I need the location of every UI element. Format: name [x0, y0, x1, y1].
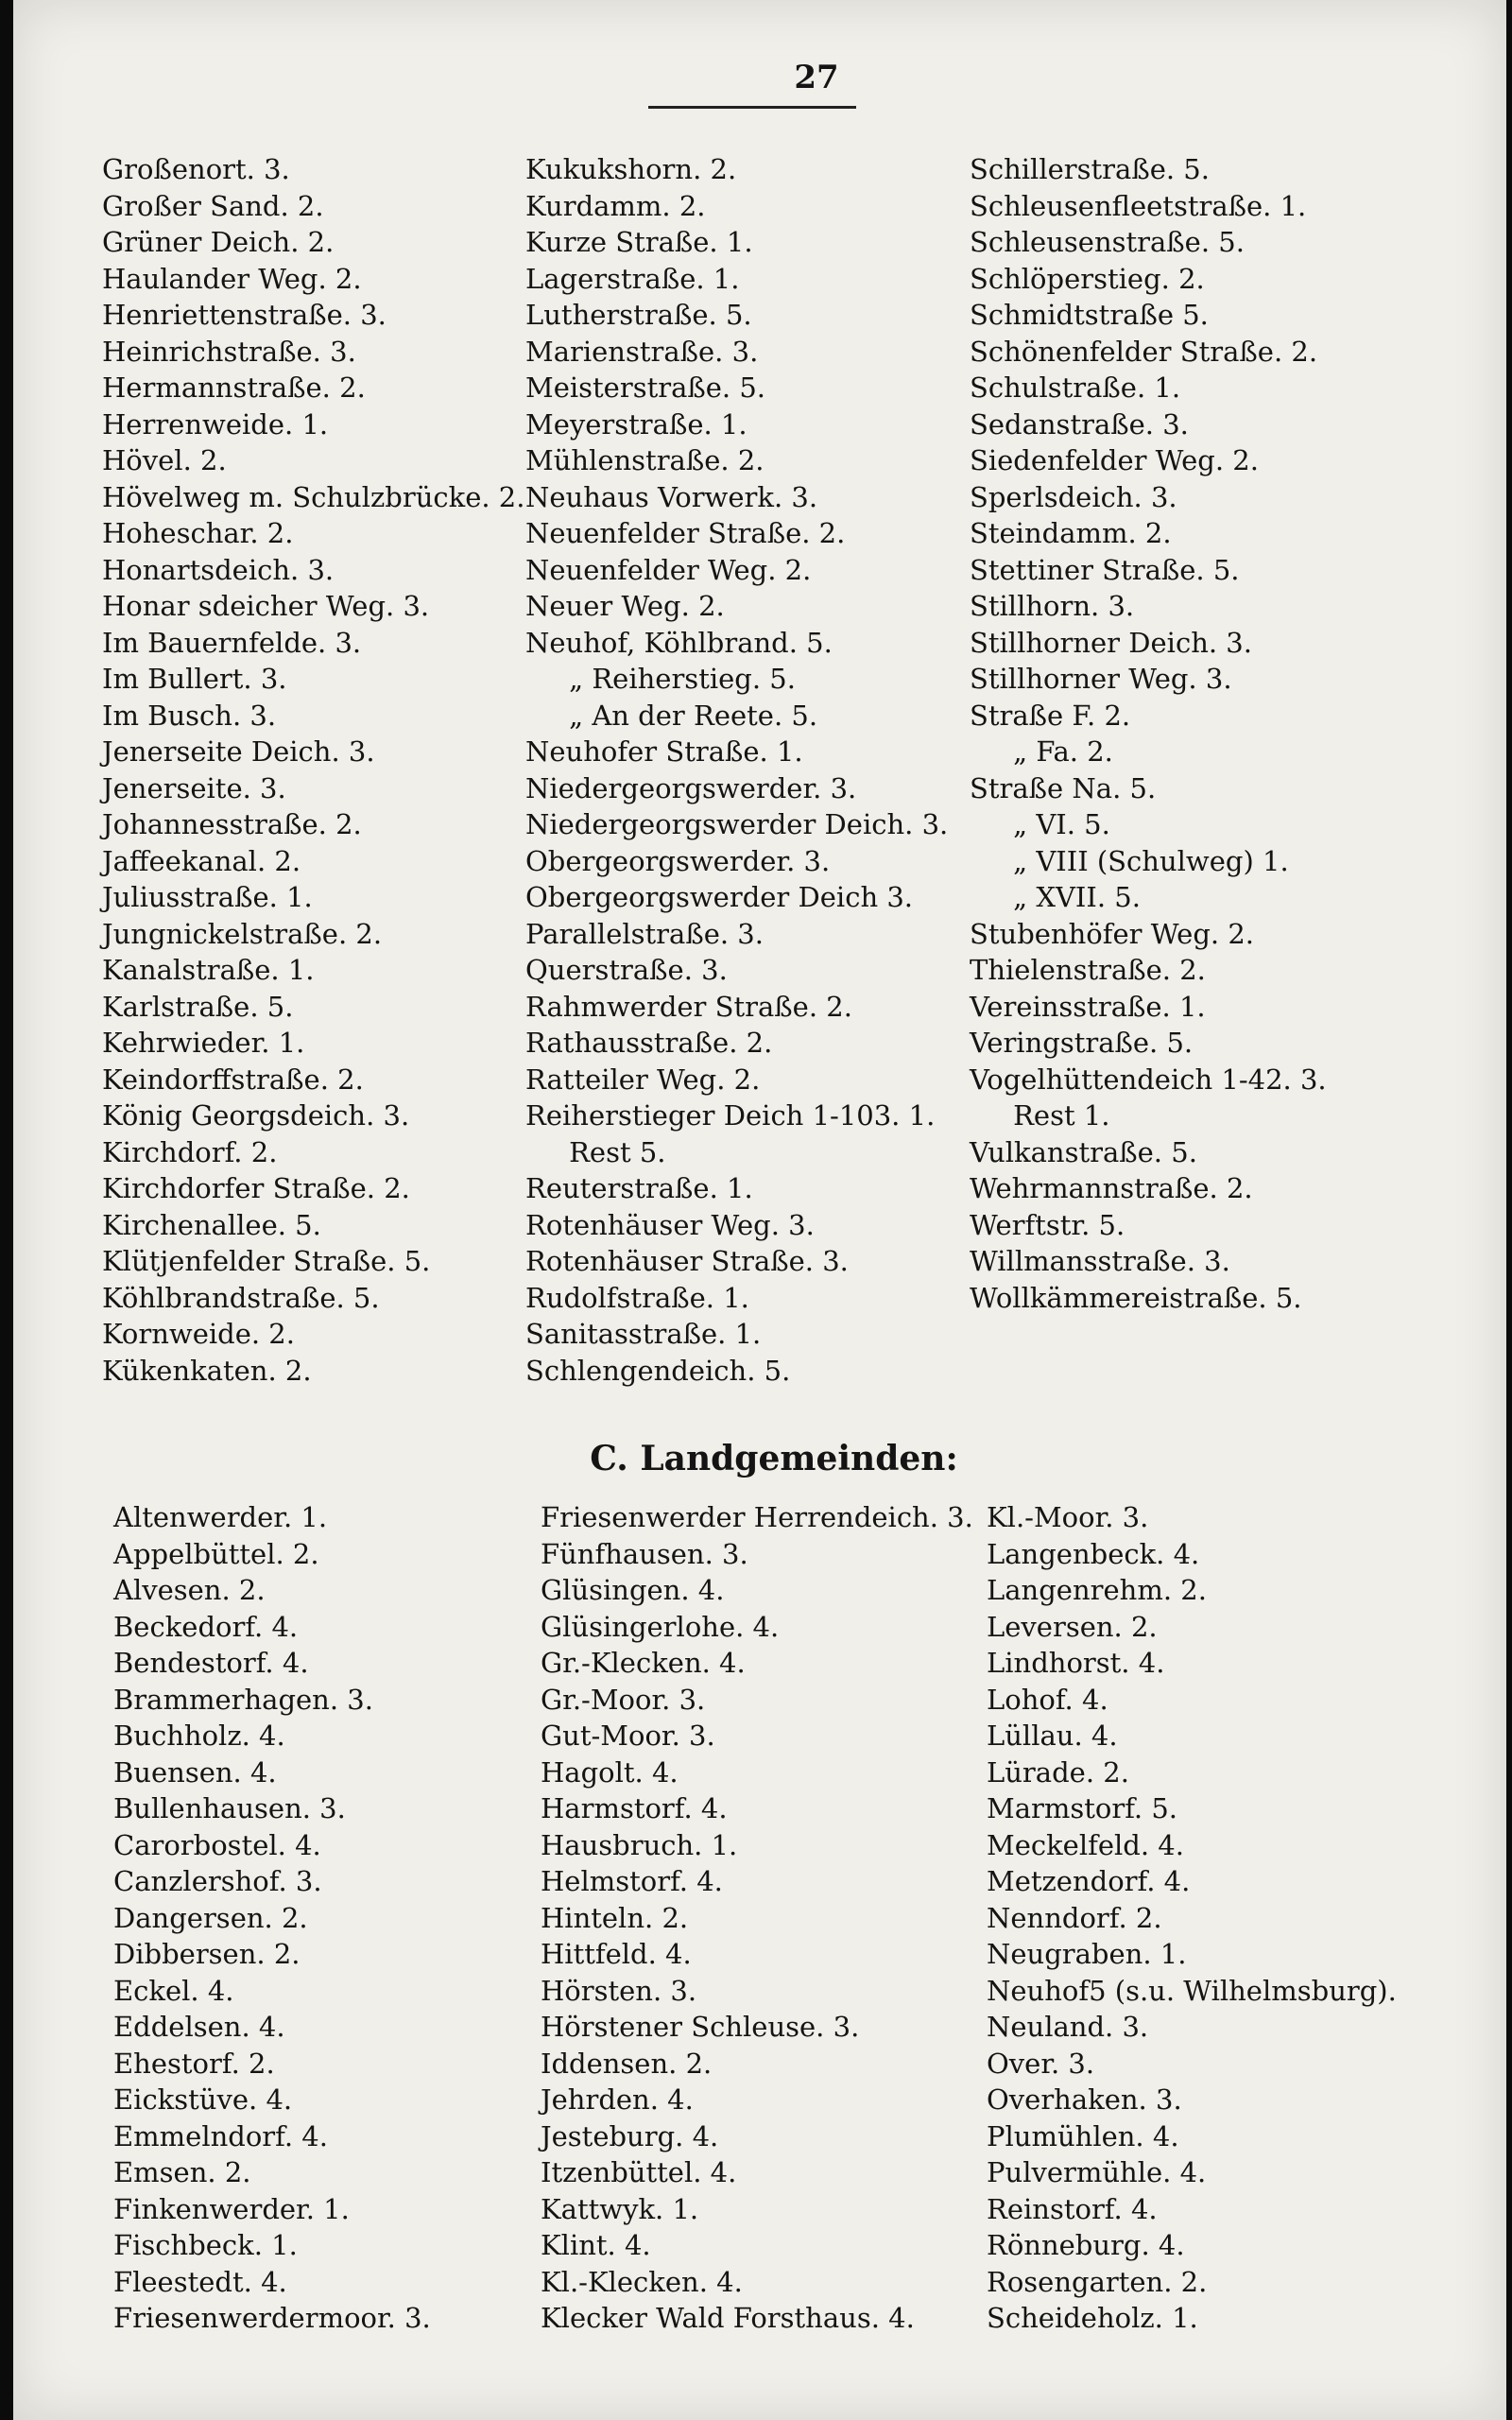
- list-entry: Gr.-Klecken. 4.: [541, 1647, 746, 1679]
- list-entry: Ratteiler Weg. 2.: [525, 1063, 761, 1096]
- list-entry: Obergeorgswerder Deich 3.: [525, 881, 914, 913]
- list-entry: Overhaken. 3.: [987, 2083, 1182, 2116]
- list-entry: Jungnickelstraße. 2.: [102, 917, 383, 950]
- list-entry: Neuer Weg. 2.: [525, 590, 725, 622]
- list-entry: Kurze Straße. 1.: [525, 226, 753, 258]
- list-entry: Eckel. 4.: [113, 1974, 234, 2007]
- list-entry: Emsen. 2.: [113, 2156, 251, 2188]
- list-entry: Harmstorf. 4.: [541, 1792, 728, 1824]
- list-entry: Pulvermühle. 4.: [987, 2156, 1207, 2188]
- list-entry: Rönneburg. 4.: [987, 2229, 1185, 2261]
- list-entry: Altenwerder. 1.: [113, 1501, 328, 1533]
- list-entry: Neuhof5 (s.u. Wilhelmsburg).: [987, 1974, 1397, 2007]
- list-entry: Schulstraße. 1.: [970, 372, 1181, 404]
- list-entry: Sperlsdeich. 3.: [970, 480, 1177, 513]
- page-number-rule: [648, 106, 856, 109]
- list-entry: Rosengarten. 2.: [987, 2265, 1208, 2298]
- list-entry: „ VI. 5.: [970, 808, 1110, 840]
- list-entry: Fischbeck. 1.: [113, 2229, 298, 2261]
- list-entry: Hagolt. 4.: [541, 1755, 679, 1789]
- list-entry: Iddensen. 2.: [541, 2047, 713, 2080]
- list-entry: Straße F. 2.: [970, 699, 1131, 732]
- list-entry: Köhlbrandstraße. 5.: [102, 1281, 380, 1314]
- list-entry: Jesteburg. 4.: [541, 2119, 719, 2152]
- list-entry: Hörstener Schleuse. 3.: [541, 2011, 860, 2043]
- list-entry: Neuhaus Vorwerk. 3.: [525, 480, 818, 513]
- list-entry: Neuenfelder Straße. 2.: [525, 517, 846, 549]
- list-entry: Emmelndorf. 4.: [113, 2119, 328, 2152]
- list-entry: Lüllau. 4.: [987, 1720, 1118, 1752]
- list-entry: Hittfeld. 4.: [541, 1938, 692, 1970]
- list-entry: Hausbruch. 1.: [541, 1828, 738, 1861]
- section-heading: C. Landgemeinden:: [590, 1439, 958, 1478]
- list-entry: Karlstraße. 5.: [102, 990, 294, 1023]
- list-entry: Stillhorner Deich. 3.: [970, 626, 1252, 659]
- list-entry: Plumühlen. 4.: [987, 2119, 1179, 2152]
- list-entry: Hörsten. 3.: [541, 1974, 697, 2007]
- list-entry: Dangersen. 2.: [113, 1901, 308, 1934]
- list-entry: Appelbüttel. 2.: [113, 1537, 319, 1570]
- list-entry: Im Busch. 3.: [102, 699, 277, 732]
- list-entry: Canzlershof. 3.: [113, 1865, 322, 1897]
- list-entry: Kl.-Moor. 3.: [987, 1501, 1149, 1533]
- list-entry: Brammerhagen. 3.: [113, 1683, 373, 1716]
- list-entry: Kükenkaten. 2.: [102, 1354, 312, 1387]
- list-entry: Veringstraße. 5.: [970, 1027, 1194, 1059]
- list-entry: Henriettenstraße. 3.: [102, 299, 387, 331]
- list-entry: Klint. 4.: [541, 2229, 651, 2261]
- list-entry: Alvesen. 2.: [113, 1574, 266, 1606]
- list-entry: Metzendorf. 4.: [987, 1865, 1191, 1897]
- list-entry: Parallelstraße. 3.: [525, 917, 764, 950]
- list-entry: Gut-Moor. 3.: [541, 1720, 715, 1752]
- list-entry: Fleestedt. 4.: [113, 2265, 287, 2298]
- list-entry: Over. 3.: [987, 2047, 1095, 2080]
- list-entry: Nenndorf. 2.: [987, 1901, 1162, 1934]
- list-entry: Kirchenallee. 5.: [102, 1208, 321, 1241]
- list-entry: Schönenfelder Straße. 2.: [970, 335, 1318, 368]
- list-entry: Stettiner Straße. 5.: [970, 553, 1240, 586]
- list-entry: Meisterstraße. 5.: [525, 372, 766, 404]
- list-entry: Stubenhöfer Weg. 2.: [970, 917, 1254, 950]
- list-entry: Schleusenfleetstraße. 1.: [970, 189, 1307, 222]
- list-entry: Lindhorst. 4.: [987, 1647, 1165, 1679]
- list-entry: Lutherstraße. 5.: [525, 299, 752, 331]
- list-entry: Itzenbüttel. 4.: [541, 2156, 737, 2188]
- list-entry: Meckelfeld. 4.: [987, 1828, 1184, 1861]
- list-entry: Hövel. 2.: [102, 444, 227, 476]
- list-entry: Marienstraße. 3.: [525, 335, 759, 368]
- list-entry: Bendestorf. 4.: [113, 1647, 309, 1679]
- list-entry: Stillhorn. 3.: [970, 590, 1135, 622]
- list-entry: König Georgsdeich. 3.: [102, 1099, 410, 1132]
- list-entry: Herrenweide. 1.: [102, 407, 329, 441]
- list-entry: Niedergeorgswerder. 3.: [525, 771, 857, 804]
- list-entry: Grüner Deich. 2.: [102, 226, 335, 258]
- list-entry: Mühlenstraße. 2.: [525, 444, 765, 476]
- list-entry: Buensen. 4.: [113, 1755, 277, 1789]
- list-entry: Kanalstraße. 1.: [102, 954, 315, 986]
- list-entry: Im Bauernfelde. 3.: [102, 626, 362, 659]
- list-entry: Marmstorf. 5.: [987, 1792, 1178, 1824]
- list-entry: Willmansstraße. 3.: [970, 1245, 1230, 1277]
- list-entry: Wollkämmereistraße. 5.: [970, 1281, 1302, 1314]
- list-entry: Rahmwerder Straße. 2.: [525, 990, 852, 1023]
- list-entry: Thielenstraße. 2.: [970, 954, 1206, 986]
- list-entry: Neuland. 3.: [987, 2011, 1149, 2043]
- list-entry: Großer Sand. 2.: [102, 189, 324, 222]
- list-entry: Scheideholz. 1.: [987, 2302, 1198, 2334]
- list-entry: Neuhof, Köhlbrand. 5.: [525, 626, 833, 659]
- list-entry: Jenerseite Deich. 3.: [102, 735, 375, 768]
- list-entry: Carorbostel. 4.: [113, 1828, 321, 1861]
- list-entry: Rotenhäuser Straße. 3.: [525, 1245, 849, 1277]
- list-entry: Reiherstieger Deich 1-103. 1.: [525, 1099, 936, 1132]
- list-entry: Lohof. 4.: [987, 1683, 1108, 1716]
- list-entry: Schmidtstraße 5.: [970, 299, 1209, 331]
- list-entry: Obergeorgswerder. 3.: [525, 844, 831, 877]
- list-entry: Honar sdeicher Weg. 3.: [102, 590, 430, 622]
- list-entry: Kehrwieder. 1.: [102, 1027, 305, 1059]
- list-entry: Haulander Weg. 2.: [102, 262, 362, 295]
- list-entry: Im Bullert. 3.: [102, 663, 287, 695]
- list-entry: Werftstr. 5.: [970, 1208, 1125, 1241]
- list-entry: Lagerstraße. 1.: [525, 262, 740, 295]
- list-entry: Rudolfstraße. 1.: [525, 1281, 749, 1314]
- list-entry: Bullenhausen. 3.: [113, 1792, 346, 1824]
- list-entry: „ VIII (Schulweg) 1.: [970, 844, 1289, 877]
- list-entry: Kirchdorf. 2.: [102, 1135, 278, 1168]
- list-entry: Neuenfelder Weg. 2.: [525, 553, 812, 586]
- list-entry: Großenort. 3.: [102, 153, 290, 185]
- list-entry: Schlengendeich. 5.: [525, 1354, 791, 1387]
- list-entry: Straße Na. 5.: [970, 771, 1157, 804]
- list-entry: Hermannstraße. 2.: [102, 372, 366, 404]
- list-entry: Klecker Wald Forsthaus. 4.: [541, 2302, 915, 2334]
- municipality-list-column-3: [987, 1499, 1397, 2337]
- list-entry: Hövelweg m. Schulzbrücke. 2.: [102, 480, 525, 513]
- list-entry: Reuterstraße. 1.: [525, 1172, 753, 1204]
- list-entry: Langenbeck. 4.: [987, 1537, 1200, 1570]
- list-entry: Helmstorf. 4.: [541, 1865, 723, 1897]
- street-list-column-1: [102, 151, 524, 1389]
- list-entry: Johannesstraße. 2.: [102, 808, 362, 840]
- street-list-column-2: [525, 151, 948, 1389]
- municipality-list-column-1: [113, 1499, 431, 2337]
- list-entry: Rotenhäuser Weg. 3.: [525, 1208, 815, 1241]
- book-page: [13, 0, 1506, 2420]
- list-entry: „ An der Reete. 5.: [525, 699, 818, 732]
- list-entry: Glüsingerlohe. 4.: [541, 1610, 780, 1643]
- list-entry: Stillhorner Weg. 3.: [970, 663, 1232, 695]
- list-entry: „ XVII. 5.: [970, 881, 1141, 913]
- list-entry: Rest 5.: [525, 1135, 666, 1168]
- page-number: 27: [794, 59, 839, 96]
- list-entry: Rathausstraße. 2.: [525, 1027, 773, 1059]
- list-entry: Vogelhüttendeich 1-42. 3.: [970, 1063, 1327, 1096]
- list-entry: Neuhofer Straße. 1.: [525, 735, 803, 768]
- list-entry: Buchholz. 4.: [113, 1720, 285, 1752]
- list-entry: Friesenwerder Herrendeich. 3.: [541, 1501, 973, 1533]
- list-entry: Beckedorf. 4.: [113, 1610, 299, 1643]
- list-entry: Hoheschar. 2.: [102, 517, 294, 549]
- list-entry: Meyerstraße. 1.: [525, 407, 747, 441]
- list-entry: „ Reiherstieg. 5.: [525, 663, 796, 695]
- list-entry: Steindamm. 2.: [970, 517, 1172, 549]
- list-entry: Kl.-Klecken. 4.: [541, 2265, 743, 2298]
- list-entry: Hinteln. 2.: [541, 1901, 689, 1934]
- street-list-column-3: [970, 151, 1327, 1316]
- list-entry: Sanitasstraße. 1.: [525, 1318, 762, 1350]
- list-entry: Kurdamm. 2.: [525, 189, 706, 222]
- list-entry: Sedanstraße. 3.: [970, 407, 1189, 441]
- list-entry: Friesenwerdermoor. 3.: [113, 2302, 431, 2334]
- list-entry: Wehrmannstraße. 2.: [970, 1172, 1253, 1204]
- list-entry: Schleusenstraße. 5.: [970, 226, 1245, 258]
- list-entry: Schlöperstieg. 2.: [970, 262, 1205, 295]
- list-entry: Vulkanstraße. 5.: [970, 1135, 1197, 1168]
- list-entry: Heinrichstraße. 3.: [102, 335, 356, 368]
- list-entry: Kirchdorfer Straße. 2.: [102, 1172, 410, 1204]
- list-entry: Eddelsen. 4.: [113, 2011, 285, 2043]
- list-entry: Langenrehm. 2.: [987, 1574, 1207, 1606]
- list-entry: Kukukshorn. 2.: [525, 153, 737, 185]
- list-entry: Klütjenfelder Straße. 5.: [102, 1245, 431, 1277]
- list-entry: Kornweide. 2.: [102, 1318, 295, 1350]
- list-entry: Fünfhausen. 3.: [541, 1537, 748, 1570]
- list-entry: Honartsdeich. 3.: [102, 553, 335, 586]
- list-entry: Leversen. 2.: [987, 1610, 1158, 1643]
- list-entry: Vereinsstraße. 1.: [970, 990, 1206, 1023]
- list-entry: Lürade. 2.: [987, 1755, 1129, 1789]
- list-entry: Neugraben. 1.: [987, 1938, 1187, 1970]
- list-entry: Keindorffstraße. 2.: [102, 1063, 364, 1096]
- list-entry: Siedenfelder Weg. 2.: [970, 444, 1259, 476]
- list-entry: Jaffeekanal. 2.: [102, 844, 301, 877]
- list-entry: „ Fa. 2.: [970, 735, 1113, 768]
- list-entry: Glüsingen. 4.: [541, 1574, 725, 1606]
- list-entry: Finkenwerder. 1.: [113, 2192, 350, 2225]
- list-entry: Gr.-Moor. 3.: [541, 1683, 706, 1716]
- list-entry: Jenerseite. 3.: [102, 771, 286, 804]
- list-entry: Schillerstraße. 5.: [970, 153, 1210, 185]
- list-entry: Kattwyk. 1.: [541, 2192, 699, 2225]
- list-entry: Reinstorf. 4.: [987, 2192, 1158, 2225]
- list-entry: Dibbersen. 2.: [113, 1938, 301, 1970]
- list-entry: Juliusstraße. 1.: [102, 881, 313, 913]
- municipality-list-column-2: [541, 1499, 973, 2337]
- list-entry: Niedergeorgswerder Deich. 3.: [525, 808, 949, 840]
- list-entry: Jehrden. 4.: [541, 2083, 694, 2116]
- list-entry: Eickstüve. 4.: [113, 2083, 293, 2116]
- list-entry: Rest 1.: [970, 1099, 1110, 1132]
- list-entry: Ehestorf. 2.: [113, 2047, 275, 2080]
- list-entry: Querstraße. 3.: [525, 954, 728, 986]
